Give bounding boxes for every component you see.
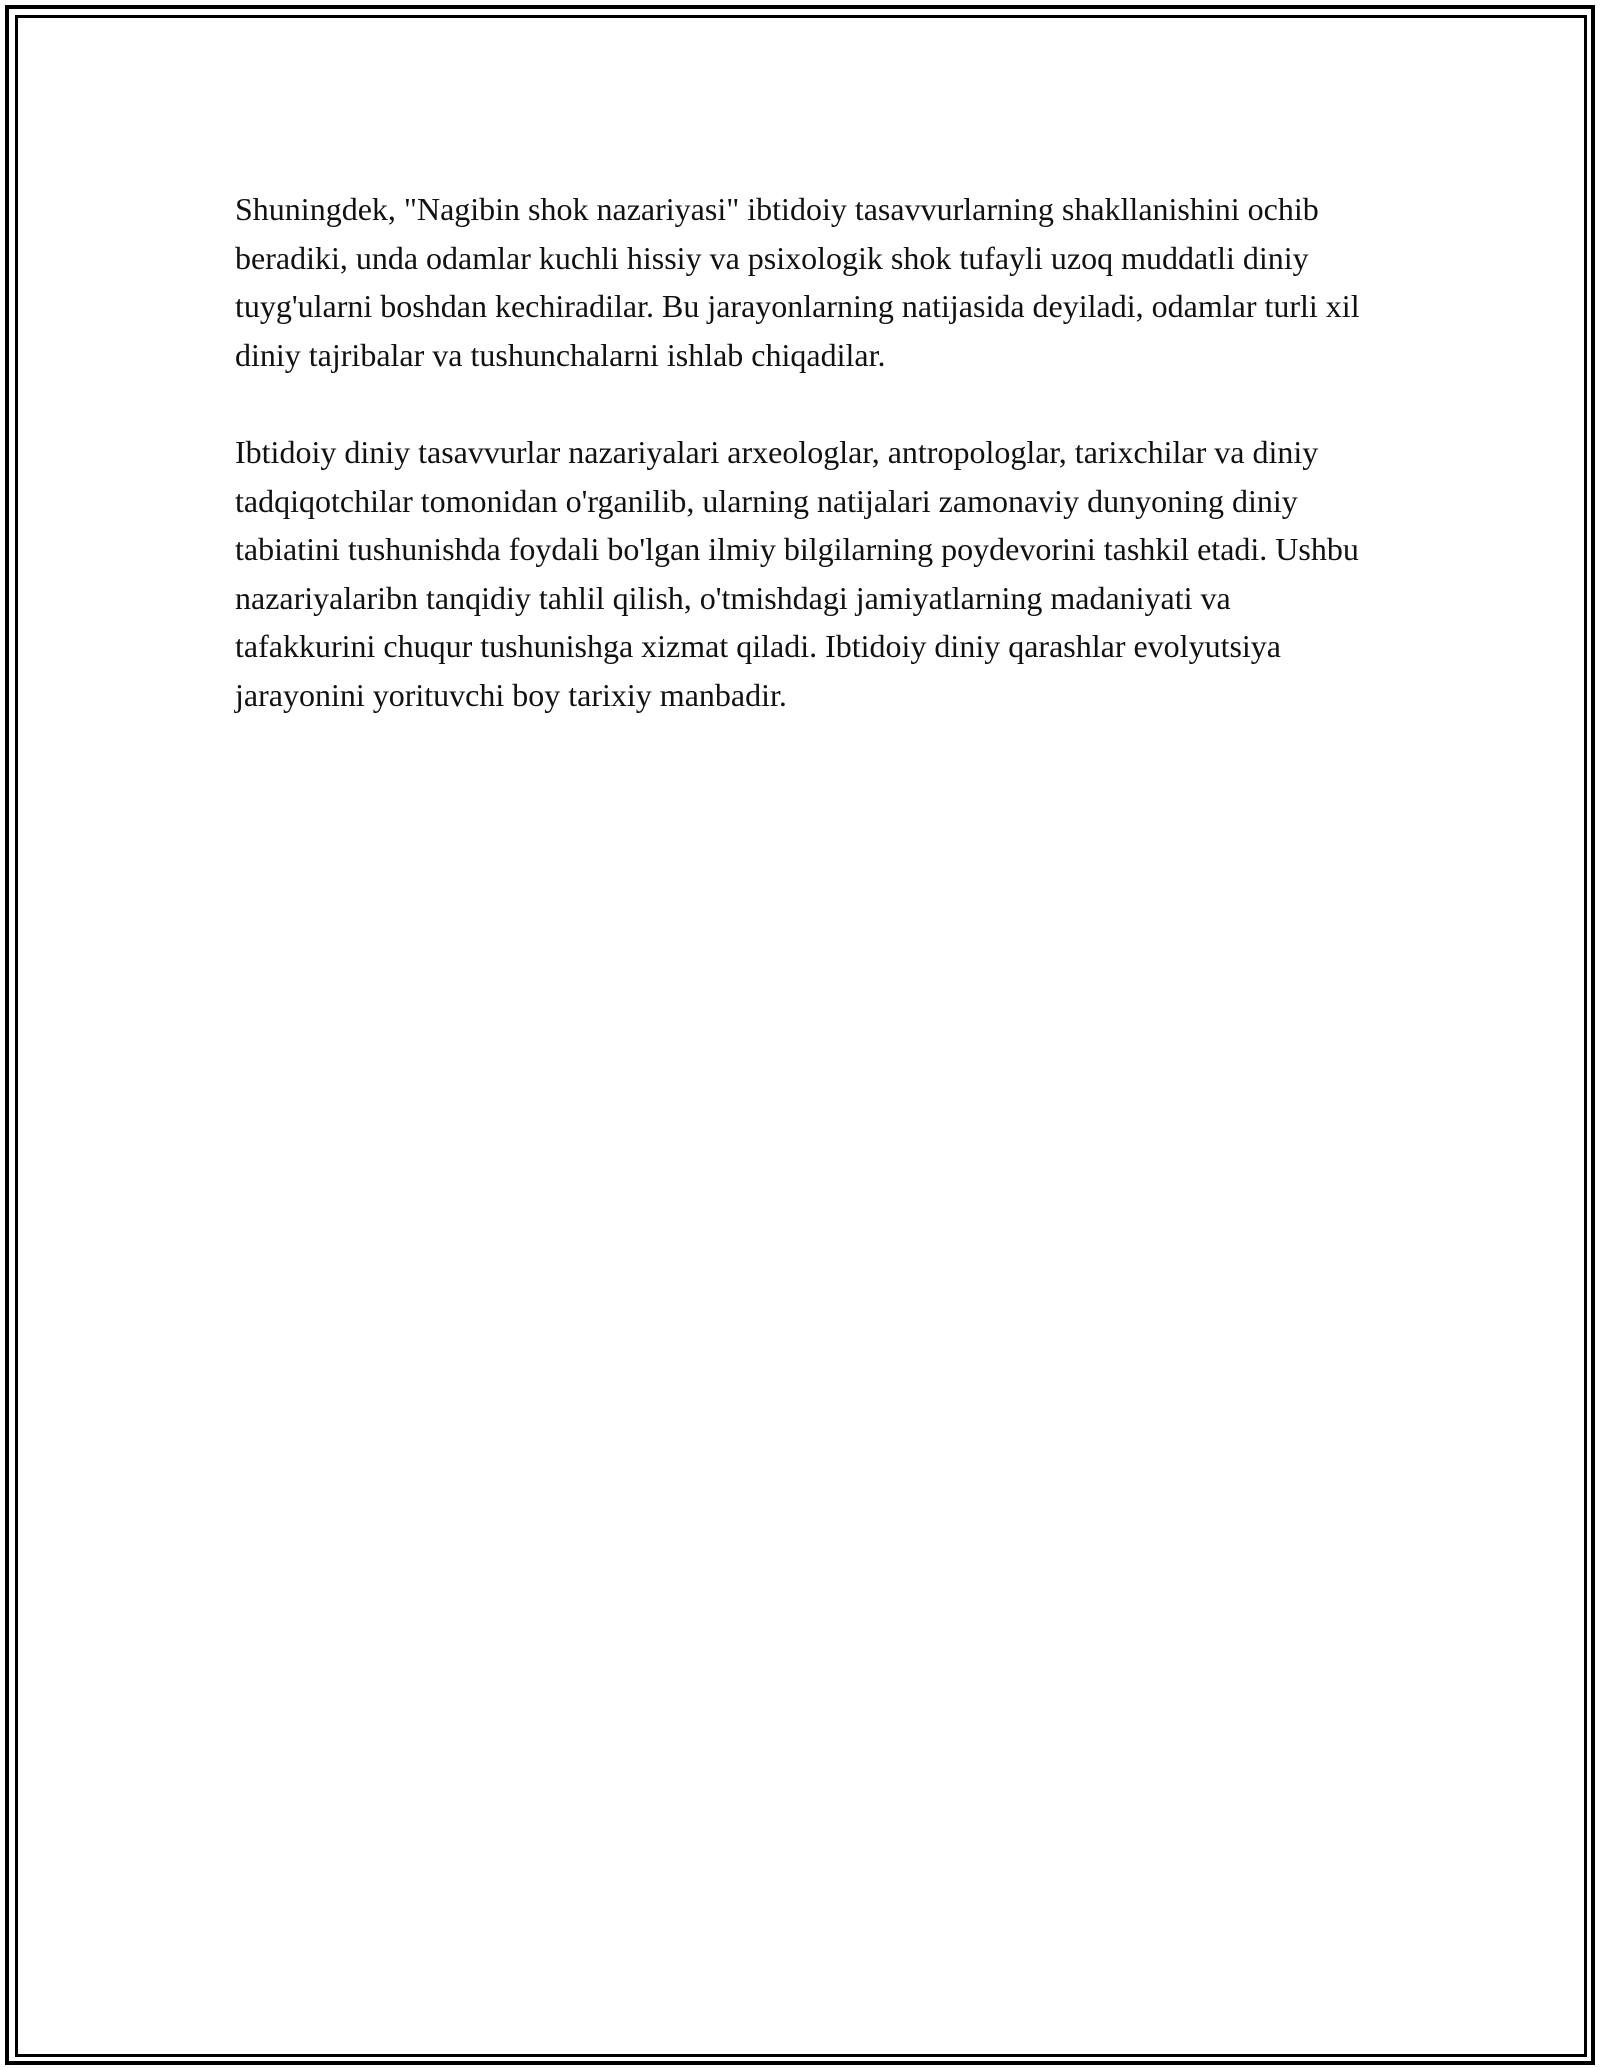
paragraph-2: Ibtidoiy diniy tasavvurlar nazariyalari arxeologlar, antropologlar, tarixchilar va diniy tadqiqotchilar tomonidan o'rganilib, ularning natijalari zamonaviy dunyoning diniy tabiatini tushunishda foydali bo'lgan ilmiy bilgilarning poydevorini tashkil etadi. Ushbu nazariyalaribn tanqidiy tahlil qilish, o'tmishdagi jamiyatlarning madaniyati va tafakkurini chuqur tushunishga xizmat qiladi. Ibtidoiy diniy qarashlar evolyutsiya jarayonini yorituvchi boy tarixiy manbadir. xyxy=(235,434,1359,713)
document-body xyxy=(235,185,1375,768)
paragraph-1: Shuningdek, "Nagibin shok nazariyasi" ibtidoiy tasavvurlarning shakllanishini ochib beradiki, unda odamlar kuchli hissiy va psixologik shok tufayli uzoq muddatli diniy tuyg'ularni boshdan kechiradilar. Bu jarayonlarning natijasida deyiladi, odamlar turli xil diniy tajribalar va tushunchalarni ishlab chiqadilar. xyxy=(235,191,1360,373)
